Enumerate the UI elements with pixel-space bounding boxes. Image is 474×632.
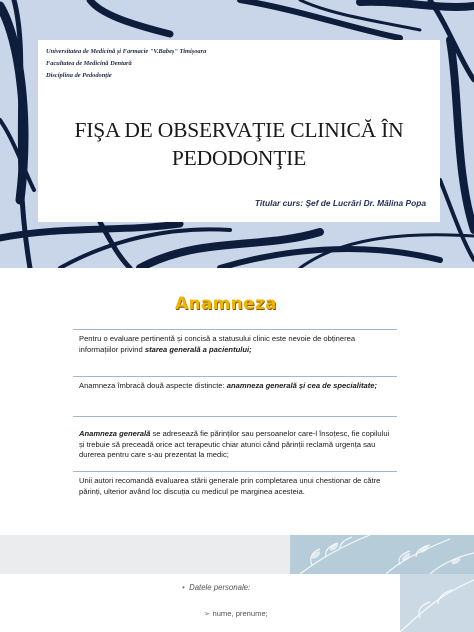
leaf-icon	[290, 535, 474, 574]
bullet-personal-data-label: Datele personale:	[189, 583, 251, 592]
course-titular: Titular curs: Şef de Lucrări Dr. Mălina Popa	[254, 198, 426, 208]
paragraph-1-text: Pentru o evaluare pertinentă și concisă a statusului clinic este nevoie de obținerea informațiilor privind	[79, 334, 356, 354]
title-line-2: PEDODONŢIE	[171, 146, 307, 170]
university-name: Universitatea de Medicină și Farmacie "V.Babeș" Timișoara	[46, 48, 207, 55]
leaf-icon	[400, 574, 474, 632]
arrow-bullet-icon: ➢	[204, 609, 213, 618]
paragraph-3	[79, 429, 395, 461]
title-slide	[0, 0, 474, 268]
paragraph-2-text: Anamneza îmbracă două aspecte distincte:	[79, 381, 227, 390]
paragraph-2	[79, 381, 395, 392]
divider-line	[73, 329, 397, 330]
faculty-name: Facultatea de Medicină Dentară	[46, 60, 132, 67]
document-title	[38, 116, 440, 172]
sub-bullet-name-label: nume, prenume;	[212, 609, 268, 618]
leaf-pattern-lower	[400, 574, 474, 632]
divider-line	[73, 471, 397, 472]
paragraph-1-emphasis: starea generală a pacientului;	[144, 344, 252, 354]
institution-block	[46, 46, 206, 82]
bullet-dot-icon: •	[182, 583, 190, 592]
paragraph-1	[79, 334, 395, 355]
anamneza-slide	[0, 278, 474, 526]
anamneza-heading: Anamneza	[175, 294, 277, 314]
divider-line	[73, 376, 397, 377]
title-line-1: FIŞA DE OBSERVAŢIE CLINICĂ ÎN	[74, 118, 404, 142]
paragraph-3-emphasis: Anamneza generală	[79, 429, 151, 438]
bullet-personal-data	[182, 583, 250, 592]
paragraph-2-emphasis: anamneza generală și cea de specialitate;	[226, 381, 378, 390]
paragraph-4: Unii autori recomandă evaluarea stării generale prin completarea unui chestionar de către părinți, ulterior având loc discuția cu medicul pe marginea acesteia.	[79, 476, 381, 496]
leaf-pattern	[290, 535, 474, 574]
discipline-name: Disciplina de Pedodonție	[46, 72, 112, 79]
sub-bullet-name	[204, 609, 268, 618]
personal-data-slide	[0, 535, 474, 632]
divider-line	[73, 416, 397, 417]
paragraph-3-text: se adresează fie părinților sau persoanelor care-l însoțesc, fie copilului și trebuie să preceadă orice act terapeutic chiar atunci când părinții reclamă urgența sau durerea pentru care s-au prezentat la medic;	[79, 429, 390, 460]
title-card	[38, 40, 440, 222]
